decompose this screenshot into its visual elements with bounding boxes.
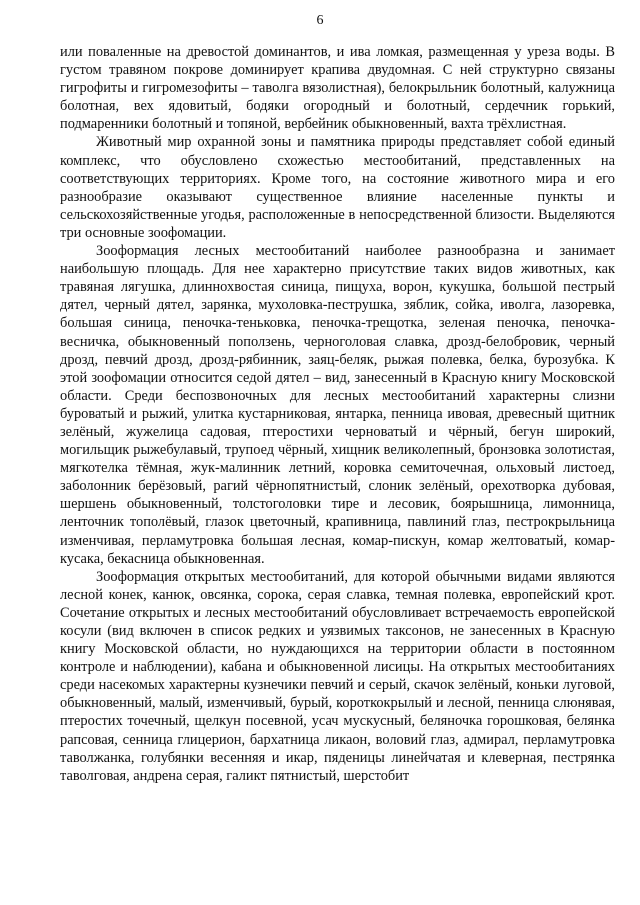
paragraph-forest-zooformation: Зооформация лесных местообитаний наиболее разнообразна и занимает наибольшую площадь. Для нее характерно присутствие таких видов животных, как травяная лягушка, длиннохвостая синица, пищуха, ворон, кукушка, большой пестрый дятел, черный дятел, зарянка, мухоловка-пеструшка, зяблик, сойка, иволга, лазоревка, большая синица, пеночка-теньковка, пеночка-трещотка, зеленая пеночка, пеночка-весничка, обыкновенный поползень, черноголовая славка, дрозд-белобровик, черный дрозд, певчий дрозд, дрозд-рябинник, заяц-беляк, рыжая полевка, белка, бурозубка. К этой зоофомации относится седой дятел – вид, занесенный в Красную книгу Московской области. Среди беспозвоночных для лесных местообитаний характерны слизни буроватый и рыжий, улитка кустарниковая, янтарка, пенница ивовая, древесный щитник зелёный, жужелица садовая, птеростихи черноватый и чёрный, бегун широкий, могильщик рыжебулавый, трупоед чёрный, хищник великолепный, бронзовка золотистая, мягкотелка тёмная, жук-малинник летний, коровка семиточечная, ольховый листоед, заболонник берёзовый, рагий чёрнопятнистый, слоник зелёный, орехотворка дубовая, шершень обыкновенный, толстоголовки тире и лесовик, боярышница, лимонница, ленточник тополёвый, глазок цветочный, крапивница, павлиний глаз, пестрокрыльница изменчивая, перламутровка большая лесная, комар-пискун, комар желтоватый, комар-кусака, бекасница обыкновенная. xyxy=(60,243,615,567)
paragraph-open-zooformation: Зооформация открытых местообитаний, для которой обычными видами являются лесной конек, канюк, овсянка, сорока, серая славка, темная полевка, европейский крот. Сочетание открытых и лесных местообитаний обусловливает встречаемость европейской косули (вид включен в список редких и уязвимых таксонов, не занесенных в Красную книгу Московской области, но нуждающихся на территории области в постоянном контроле и наблюдении), кабана и обыкновенной лисицы. На открытых местообитаниях среди насекомых характерны кузнечики певчий и серый, скачок зелёный, коньки луговой, обыкновенный, малый, изменчивый, бурый, короткокрылый и лесной, пенница слюнявая, птеростих точечный, щелкун посевной, усач мускусный, беляночка горошковая, белянка рапсовая, сенница глицерион, бархатница ликаон, воловий глаз, адмирал, перламутровка таволжанка, голубянки весенняя и икар, пяденицы линейчатая и клеверная, пестрянка таволговая, андрена серая, галикт пятнистый, шерстобит xyxy=(60,568,615,784)
paragraph-plant-cover: или поваленные на древостой доминантов, и ива ломкая, размещенная у уреза воды. В густом травяном покрове доминирует крапива двудомная. С ней структурно связаны гигрофиты и гигромезофиты – таволга вязолистная), белокрыльник болотный, калужница болотная, вех ядовитый, бодяки огородный и болотный, сердечник горький, подмаренники болотный и топяной, вербейник обыкновенный, вахта трёхлистная. xyxy=(60,44,615,133)
body-text xyxy=(60,43,615,785)
paragraph-fauna-overview: Животный мир охранной зоны и памятника природы представляет собой единый комплекс, что обусловлено схожестью местообитаний, представленных на соответствующих территориях. Кроме того, на состояние животного мира и его разнообразие оказывают существенное влияние населенные пункты и сельскохозяйственные угодья, расположенные в непосредственной близости. Выделяются три основные зоофомации. xyxy=(60,134,615,241)
page-number: 6 xyxy=(316,13,324,28)
